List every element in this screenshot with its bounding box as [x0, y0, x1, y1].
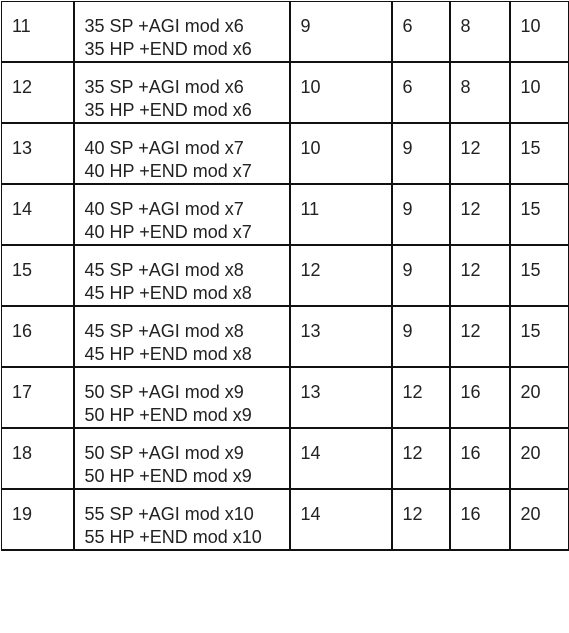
sp-bonus-text: 35 SP +AGI mod x6: [84, 16, 244, 36]
level-cell: 14: [2, 184, 74, 245]
value-cell: 15: [510, 306, 569, 367]
value-cell: 13: [290, 306, 392, 367]
bonus-cell: [74, 184, 290, 245]
value-cell: 10: [290, 62, 392, 123]
value-cell: 12: [392, 367, 450, 428]
value-cell: 16: [450, 428, 510, 489]
value-cell: 15: [510, 245, 569, 306]
bonus-cell: [74, 245, 290, 306]
value-cell: 8: [450, 2, 510, 63]
table-row: [2, 184, 569, 245]
value-cell: 9: [290, 2, 392, 63]
bonus-cell: [74, 62, 290, 123]
hp-bonus-text: 50 HP +END mod x9: [84, 405, 252, 425]
value-cell: 10: [290, 123, 392, 184]
value-cell: 12: [450, 245, 510, 306]
value-cell: 12: [392, 428, 450, 489]
bonus-cell: [74, 367, 290, 428]
value-cell: 11: [290, 184, 392, 245]
table-row: [2, 2, 569, 63]
hp-bonus-text: 55 HP +END mod x10: [84, 527, 262, 547]
value-cell: 12: [450, 123, 510, 184]
value-cell: 14: [290, 489, 392, 550]
value-cell: 6: [392, 62, 450, 123]
table-row: [2, 489, 569, 550]
value-cell: 14: [290, 428, 392, 489]
table-row: [2, 123, 569, 184]
hp-bonus-text: 40 HP +END mod x7: [84, 222, 252, 242]
value-cell: 9: [392, 245, 450, 306]
hp-bonus-text: 45 HP +END mod x8: [84, 344, 252, 364]
value-cell: 12: [392, 489, 450, 550]
value-cell: 10: [510, 2, 569, 63]
level-cell: 18: [2, 428, 74, 489]
table-row: [2, 428, 569, 489]
sp-bonus-text: 40 SP +AGI mod x7: [84, 199, 244, 219]
value-cell: 15: [510, 123, 569, 184]
value-cell: 9: [392, 123, 450, 184]
table-row: [2, 62, 569, 123]
value-cell: 13: [290, 367, 392, 428]
sp-bonus-text: 50 SP +AGI mod x9: [84, 382, 244, 402]
hp-bonus-text: 50 HP +END mod x9: [84, 466, 252, 486]
table-row: [2, 245, 569, 306]
value-cell: 12: [450, 306, 510, 367]
value-cell: 20: [510, 367, 569, 428]
value-cell: 12: [290, 245, 392, 306]
level-progression-table: [1, 1, 569, 551]
value-cell: 15: [510, 184, 569, 245]
table-body: [2, 2, 569, 551]
level-cell: 15: [2, 245, 74, 306]
level-cell: 13: [2, 123, 74, 184]
bonus-cell: [74, 489, 290, 550]
hp-bonus-text: 35 HP +END mod x6: [84, 39, 252, 59]
level-cell: 17: [2, 367, 74, 428]
value-cell: 12: [450, 184, 510, 245]
table-row: [2, 367, 569, 428]
value-cell: 10: [510, 62, 569, 123]
sp-bonus-text: 45 SP +AGI mod x8: [84, 260, 244, 280]
sp-bonus-text: 55 SP +AGI mod x10: [84, 504, 254, 524]
level-cell: 19: [2, 489, 74, 550]
level-cell: 16: [2, 306, 74, 367]
table-row: [2, 306, 569, 367]
sp-bonus-text: 50 SP +AGI mod x9: [84, 443, 244, 463]
bonus-cell: [74, 2, 290, 63]
hp-bonus-text: 35 HP +END mod x6: [84, 100, 252, 120]
bonus-cell: [74, 306, 290, 367]
value-cell: 6: [392, 2, 450, 63]
sp-bonus-text: 45 SP +AGI mod x8: [84, 321, 244, 341]
level-cell: 11: [2, 2, 74, 63]
value-cell: 9: [392, 184, 450, 245]
sp-bonus-text: 40 SP +AGI mod x7: [84, 138, 244, 158]
hp-bonus-text: 45 HP +END mod x8: [84, 283, 252, 303]
hp-bonus-text: 40 HP +END mod x7: [84, 161, 252, 181]
value-cell: 20: [510, 428, 569, 489]
value-cell: 20: [510, 489, 569, 550]
value-cell: 16: [450, 367, 510, 428]
value-cell: 8: [450, 62, 510, 123]
bonus-cell: [74, 428, 290, 489]
sp-bonus-text: 35 SP +AGI mod x6: [84, 77, 244, 97]
value-cell: 9: [392, 306, 450, 367]
bonus-cell: [74, 123, 290, 184]
level-cell: 12: [2, 62, 74, 123]
value-cell: 16: [450, 489, 510, 550]
